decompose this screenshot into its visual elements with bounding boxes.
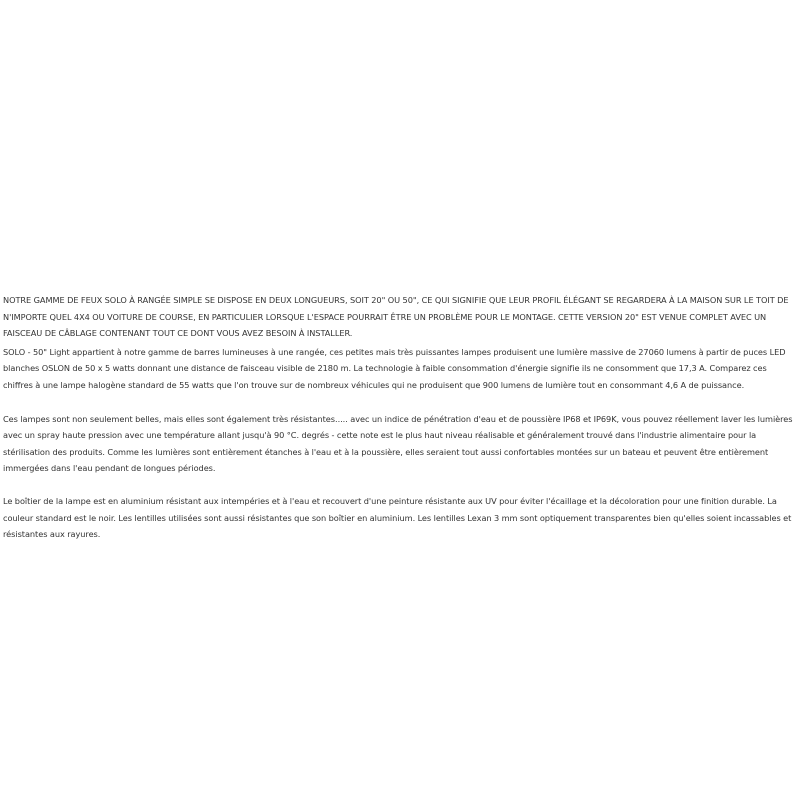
housing-paragraph: Le boîtier de la lampe est en aluminium résistant aux intempéries et à l'eau et recouvert d'une peinture résistante aux UV pour éviter l'écaillage et la décoloration pour une finition durable. La couleur standard est le noir. Les lentilles utilisées sont aussi résistantes que son boîtier en aluminium. Les lentilles Lexan 3 mm sont optiquement transparentes bien qu'elles soient incassables et résistantes aux rayures. [3, 495, 792, 540]
specs-paragraph: SOLO - 50" Light appartient à notre gamme de barres lumineuses à une rangée, ces petites mais très puissantes lampes produisent une lumière massive de 27060 lumens à partir de puces LED blanches OSLON de 50 x 5 watts donnant une distance de faisceau visible de 2180 m. La technologie à faible consommation d'énergie signifie ils ne consomment que 17,3 A. Comparez ces chiffres à une lampe halogène standard de 55 watts que l'on trouve sur de nombreux véhicules qui ne produisent que 900 lumens de lumière tout en consommant 4,6 A de puissance. [3, 346, 786, 390]
intro-paragraph: NOTRE GAMME DE FEUX SOLO À RANGÉE SIMPLE SE DISPOSE EN DEUX LONGUEURS, SOIT 20" OU 50", CE QUI SIGNIFIE QUE LEUR PROFIL ÉLÉGANT SE REGARDERA À LA MAISON SUR LE TOIT DE N'IMPORTE QUEL 4X4 OU VOITURE DE COURSE, EN PARTICULIER LORSQUE L'ESPACE POURRAIT ÊTRE UN PROBLÈME POUR LE MONTAGE. CETTE VERSION 20" EST VENUE COMPLET AVEC UN FAISCEAU DE CÂBLAGE CONTENANT TOUT CE DONT VOUS AVEZ BESOIN À INSTALLER. [3, 295, 789, 339]
durability-paragraph: Ces lampes sont non seulement belles, mais elles sont également très résistantes..... avec un indice de pénétration d'eau et de poussière IP68 et IP69K, vous pouvez réellement laver les lumières avec un spray haute pression avec une température allant jusqu'à 90 °C. degrés - cette note est le plus haut niveau réalisable et généralement trouvé dans l'industrie alimentaire pour la stérilisation des produits. Comme les lumières sont entièrement étanches à l'eau et à la poussière, elles seraient tout aussi confortables montées sur un bateau et peuvent être entièrement immergées dans l'eau pendant de longues périodes. [3, 413, 793, 474]
product-description [3, 292, 793, 543]
